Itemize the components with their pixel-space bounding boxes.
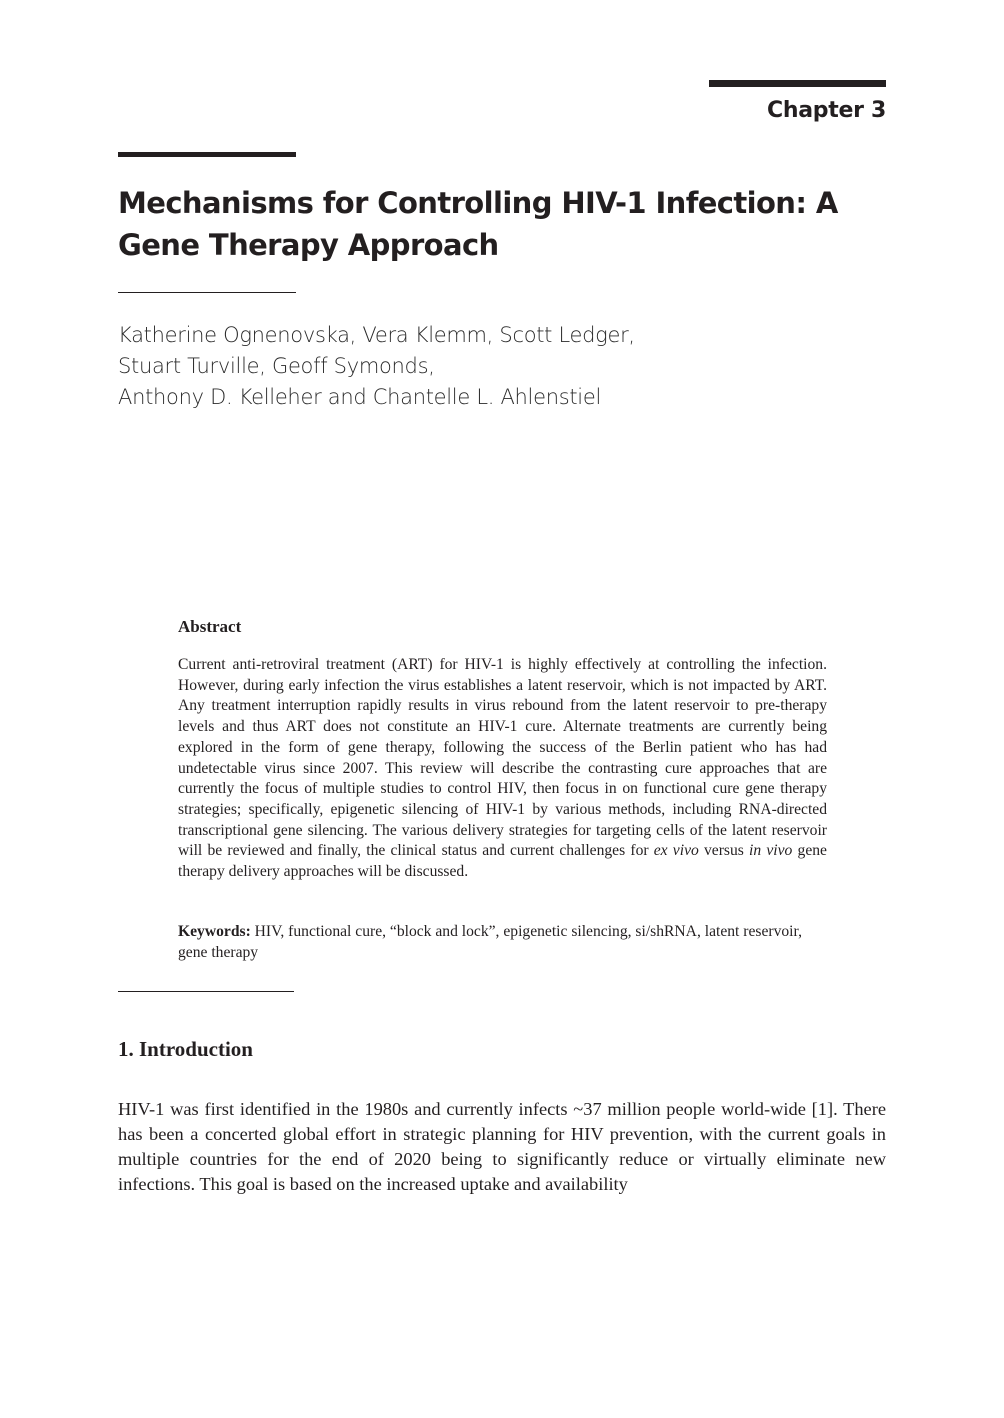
abstract-text-part: Current anti-retroviral treatment (ART) for HIV-1 is highly effectively at controlling the infection. However, during early infection the virus establishes a latent reservoir, which is not impacted by ART. Any treatment interruption rapidly results in virus rebound from the latent reservoir to pre-therapy levels and thus ART does not constitute an HIV-1 cure. Alternate treatments are currently being explored in the form of gene therapy, following the success of the Berlin patient who has had undetectable virus since 2007. This review will describe the contrasting cure approaches that are currently the focus of multiple studies to control HIV, then focus in on functional cure gene therapy strategies; specifically, epigenetic silencing of HIV-1 by various methods, including RNA-directed transcriptional gene silencing. The various delivery strategies for targeting cells of the latent reservoir will be reviewed and finally, the clinical status and current challenges for xyxy=(178,656,827,860)
abstract-text xyxy=(178,655,827,883)
keywords xyxy=(178,921,827,963)
abstract-italic-term: ex vivo xyxy=(653,842,699,860)
section-rule xyxy=(118,991,294,992)
chapter-label: Chapter 3 xyxy=(767,98,886,123)
author-line: Katherine Ognenovska, Vera Klemm, Scott Ledger, xyxy=(118,323,635,347)
title-rule-top xyxy=(118,152,296,157)
chapter-rule xyxy=(709,80,886,87)
introduction-paragraph: HIV-1 was first identified in the 1980s and currently infects ~37 million people world-wide [1]. There has been a concerted global effort in strategic planning for HIV prevention, with the current goals in multiple countries for the end of 2020 being to significantly reduce or virtually eliminate new infections. This goal is based on the increased uptake and availability xyxy=(118,1099,886,1194)
section-heading-introduction: 1. Introduction xyxy=(118,1037,253,1061)
abstract-text-part: versus xyxy=(698,842,750,860)
keywords-text: HIV, functional cure, “block and lock”, epigenetic silencing, si/shRNA, latent reservoir, gene therapy xyxy=(178,923,802,961)
abstract-heading: Abstract xyxy=(178,617,242,636)
title-rule-bottom xyxy=(118,292,296,293)
abstract-text-part: gene therapy delivery approaches will be discussed. xyxy=(178,842,827,881)
author-list xyxy=(118,320,878,413)
abstract-italic-term: in vivo xyxy=(749,842,793,860)
author-line: Stuart Turville, Geoff Symonds, xyxy=(118,354,435,378)
author-line: Anthony D. Kelleher and Chantelle L. Ahlenstiel xyxy=(118,385,601,409)
keywords-label: Keywords: xyxy=(178,923,251,940)
chapter-title: Mechanisms for Controlling HIV-1 Infection: A Gene Therapy Approach xyxy=(118,186,838,262)
